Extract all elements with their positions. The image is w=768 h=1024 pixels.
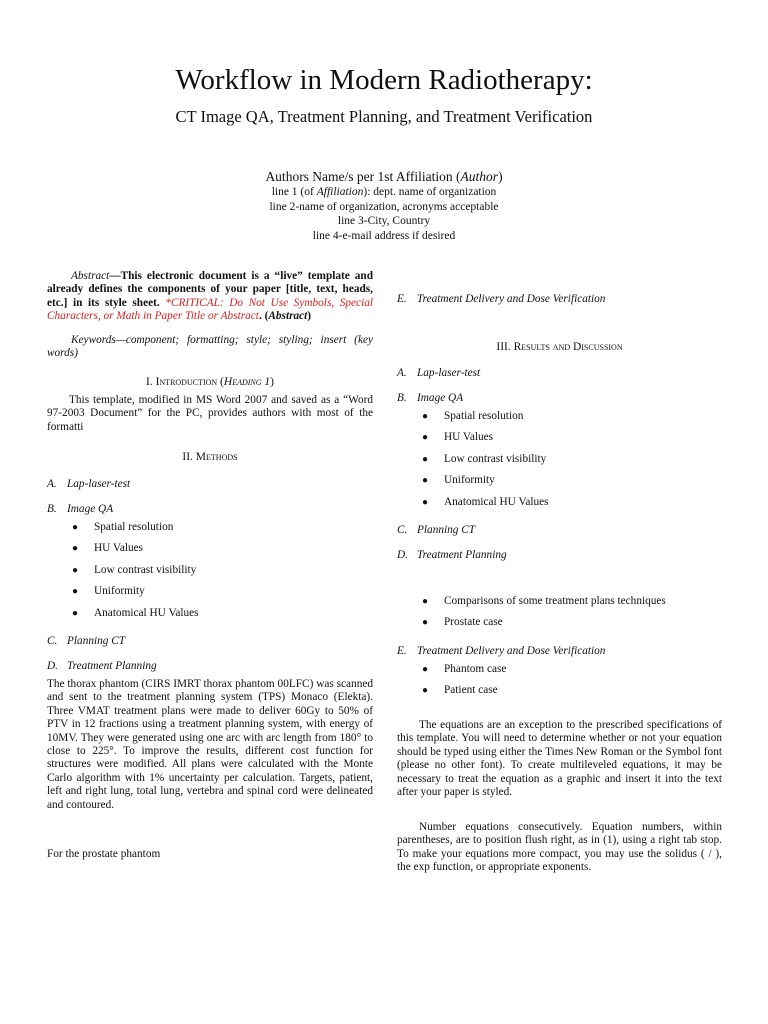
methods-subheading-b: B. Image QA bbox=[47, 503, 114, 515]
equations-paragraph-2: Number equations consecutively. Equation numbers, within parentheses, are to position flush right, as in (1), using a right tab stop. To make your equations more compact, you may use the solidus ( / ), the exp function, or appropriate exponents. bbox=[397, 821, 722, 874]
results-subheading-a: A. Lap-laser-test bbox=[397, 367, 481, 379]
bullet-icon: ● bbox=[422, 617, 429, 628]
list-item: ● Spatial resolution bbox=[422, 410, 524, 422]
paper-subtitle: CT Image QA, Treatment Planning, and Treatment Verification bbox=[175, 107, 593, 126]
list-item: ● Phantom case bbox=[422, 663, 507, 675]
list-item: ● HU Values bbox=[72, 542, 144, 554]
bullet-icon: ● bbox=[72, 543, 79, 554]
bullet-icon: ● bbox=[422, 454, 429, 465]
bullet-icon: ● bbox=[422, 664, 429, 675]
affiliation-line-2: line 2-name of organization, acronyms acceptable bbox=[269, 200, 499, 213]
results-subheading-b: B. Image QA bbox=[397, 392, 464, 404]
results-subheading-d: D. Treatment Planning bbox=[397, 549, 507, 561]
bullet-icon: ● bbox=[422, 596, 429, 607]
intro-paragraph: This template, modified in MS Word 2007 and saved as a “Word 97-2003 Document” for the PC, provides authors with most of the formatti bbox=[47, 394, 373, 433]
methods-subheading-c: C. Planning CT bbox=[47, 635, 126, 647]
paper-title: Workflow in Modern Radiotherapy: bbox=[175, 64, 593, 96]
bullet-icon: ● bbox=[422, 497, 429, 508]
author-name: Authors Name/s per 1st Affiliation (Author) bbox=[265, 169, 503, 184]
author-block bbox=[0, 168, 768, 243]
list-item: ● HU Values bbox=[422, 431, 494, 443]
results-subheading-c: C. Planning CT bbox=[397, 524, 476, 536]
affiliation-line-4: line 4-e-mail address if desired bbox=[312, 229, 456, 242]
methods-subheading-d: D. Treatment Planning bbox=[47, 660, 157, 672]
affiliation-line-3: line 3-City, Country bbox=[337, 215, 431, 227]
equations-paragraph-1: The equations are an exception to the prescribed specifications of this template. You will need to determine whether or not your equation should be typed using either the Times New Roman or the Symbol font (please no other font). To create multileveled equations, it may be necessary to treat the equation as a graphic and insert it into the text after your paper is styled. bbox=[397, 719, 722, 799]
keywords: Keywords—component; formatting; style; styling; insert (key words) bbox=[47, 334, 373, 360]
bullet-icon: ● bbox=[72, 565, 79, 576]
bullet-icon: ● bbox=[72, 586, 79, 597]
list-item: ● Patient case bbox=[422, 684, 498, 696]
list-item: ● Uniformity bbox=[72, 585, 145, 597]
list-item: ● Comparisons of some treatment plans techniques bbox=[422, 595, 666, 607]
list-item: ● Uniformity bbox=[422, 474, 495, 486]
bullet-icon: ● bbox=[422, 685, 429, 696]
bullet-icon: ● bbox=[422, 411, 429, 422]
methods-subheading-e: E. Treatment Delivery and Dose Verification bbox=[397, 293, 606, 305]
list-item: ● Anatomical HU Values bbox=[422, 496, 549, 508]
abstract: Abstract—This electronic document is a “live” template and already defines the components of your paper [title, text, heads, etc.] in its style sheet. *CRITICAL: Do Not Use Symbols, Special Characters, or Math in Paper Title or Abstract. (Abstract) bbox=[47, 270, 373, 323]
heading-methods: II. Methods bbox=[182, 451, 238, 463]
bullet-icon: ● bbox=[72, 608, 79, 619]
affiliation-line-1: line 1 (of Affiliation): dept. name of organization bbox=[271, 186, 497, 198]
methods-paragraph: The thorax phantom (CIRS IMRT thorax phantom 00LFC) was scanned and sent to the treatment planning system (TPS) Monaco (Elekta). Three VMAT treatment plans were made to deliver 60Gy to 50% of PTV in 12 fractions using a treatment planning system, with energy of 10MV. They were generated using one arc with arc length from 180° to close to 225°. To improve the results, different cost function for structures were modified. All plans were calculated with the Monte Carlo algorithm with 1% uncertainty per calculation. Targets, patient, left and right lung, total lung, vertebra and spinal cord were delineated and contoured. bbox=[47, 678, 373, 811]
methods-subheading-a: A. Lap-laser-test bbox=[47, 478, 131, 490]
list-item: ● Low contrast visibility bbox=[422, 453, 547, 465]
abstract-critical-note: *CRITICAL: Do Not Use Symbols, Special Characters, or Math in Paper Title or Abstract bbox=[47, 296, 373, 323]
list-item: ● Prostate case bbox=[422, 616, 503, 628]
bullet-icon: ● bbox=[422, 432, 429, 443]
list-item: ● Low contrast visibility bbox=[72, 564, 197, 576]
bullet-icon: ● bbox=[72, 522, 79, 533]
results-subheading-e: E. Treatment Delivery and Dose Verification bbox=[397, 645, 606, 657]
heading-results: III. Results and Discussion bbox=[496, 341, 623, 353]
methods-paragraph-prostate: For the prostate phantom bbox=[47, 848, 161, 860]
bullet-icon: ● bbox=[422, 475, 429, 486]
list-item: ● Anatomical HU Values bbox=[72, 607, 199, 619]
heading-introduction: I. Introduction (Heading 1) bbox=[146, 376, 274, 388]
list-item: ● Spatial resolution bbox=[72, 521, 174, 533]
